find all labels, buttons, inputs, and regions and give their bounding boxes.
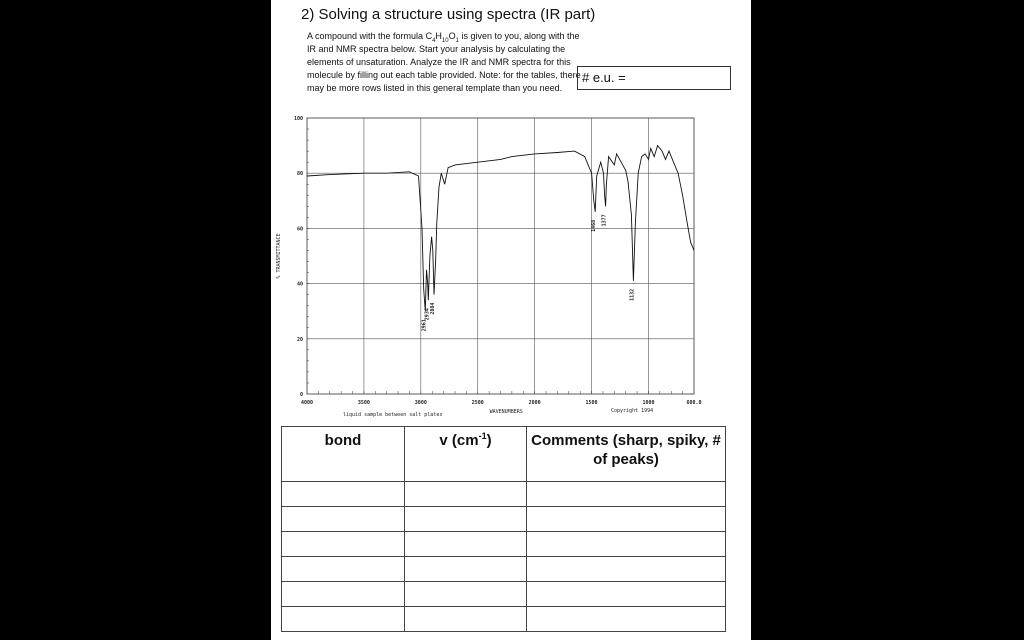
table-header-row — [282, 427, 726, 482]
instructions-text — [307, 30, 582, 95]
eu-answer-box[interactable]: # e.u. = — [577, 66, 731, 90]
sample-note: liquid sample between salt plates — [343, 412, 443, 418]
y-axis-label: % TRANSMITTANCE — [276, 233, 282, 279]
table-row — [282, 532, 726, 557]
peak-label: 1377 — [601, 214, 608, 227]
ir-spectrum-chart — [271, 110, 751, 420]
header-wavenumber: v $(cm^{-1})$ — [405, 427, 527, 482]
comments-cell[interactable] — [527, 607, 726, 632]
header-bond: bond — [282, 427, 405, 482]
wavenumber-cell[interactable] — [405, 507, 527, 532]
bond-cell[interactable] — [282, 582, 405, 607]
x-axis-label: WAVENUMBERS — [489, 409, 523, 415]
bond-cell[interactable] — [282, 532, 405, 557]
peak-label: 1132 — [629, 288, 636, 301]
header-comments: Comments (sharp, spiky, # of peaks) — [527, 427, 726, 482]
ir-spectrum-svg — [271, 110, 751, 420]
y-tick-label: 100 — [293, 116, 303, 122]
comments-cell[interactable] — [527, 582, 726, 607]
peak-label: 2934 — [424, 308, 431, 321]
comments-cell[interactable] — [527, 557, 726, 582]
worksheet-page — [271, 0, 751, 640]
x-tick-label: 600.0 — [686, 400, 702, 406]
y-tick-label: 60 — [296, 226, 303, 233]
wavenumber-cell[interactable] — [405, 557, 527, 582]
comments-cell[interactable] — [527, 482, 726, 507]
bond-cell[interactable] — [282, 507, 405, 532]
copyright-note: Copyright 1994 — [611, 408, 654, 414]
x-tick-label: 2500 — [471, 400, 484, 406]
x-tick-label: 2000 — [528, 400, 541, 406]
bond-cell[interactable] — [282, 557, 405, 582]
y-tick-label: 0 — [299, 392, 303, 398]
wavenumber-cell[interactable] — [405, 582, 527, 607]
table-row — [282, 607, 726, 632]
x-tick-label: 1000 — [642, 400, 655, 406]
table-row — [282, 557, 726, 582]
y-tick-label: 20 — [296, 336, 303, 343]
y-tick-label: 40 — [296, 281, 303, 288]
comments-cell[interactable] — [527, 507, 726, 532]
wavenumber-cell[interactable] — [405, 532, 527, 557]
table-row — [282, 507, 726, 532]
bond-cell[interactable] — [282, 607, 405, 632]
wavenumber-cell[interactable] — [405, 482, 527, 507]
peak-label: 2961 — [421, 319, 428, 332]
bond-cell[interactable] — [282, 482, 405, 507]
instructions-pre: A compound with the formula — [307, 31, 426, 41]
wavenumber-cell[interactable] — [405, 607, 527, 632]
formula: $C_4H_{10}O_1$ — [425, 31, 459, 44]
instructions-post: is given to you, along with the IR and NMR spectra below. Start your analysis by calculating the elements of unsaturation. Analyze the IR and NMR spectra for this molecule by filling out each table provided. Note: for the tables, there may be more rows listed in this general template than you need. — [307, 31, 581, 93]
x-tick-label: 1500 — [585, 400, 598, 406]
peak-label: 2884 — [430, 302, 437, 315]
table-row — [282, 482, 726, 507]
peak-label: 1468 — [591, 219, 598, 232]
x-tick-label: 3000 — [414, 400, 427, 406]
x-tick-label: 3500 — [357, 400, 370, 406]
y-tick-label: 80 — [296, 171, 303, 178]
ir-analysis-table — [281, 426, 726, 632]
table-row — [282, 582, 726, 607]
question-title: 2) Solving a structure using spectra (IR part) — [301, 6, 596, 23]
comments-cell[interactable] — [527, 532, 726, 557]
x-tick-label: 4000 — [300, 400, 314, 406]
